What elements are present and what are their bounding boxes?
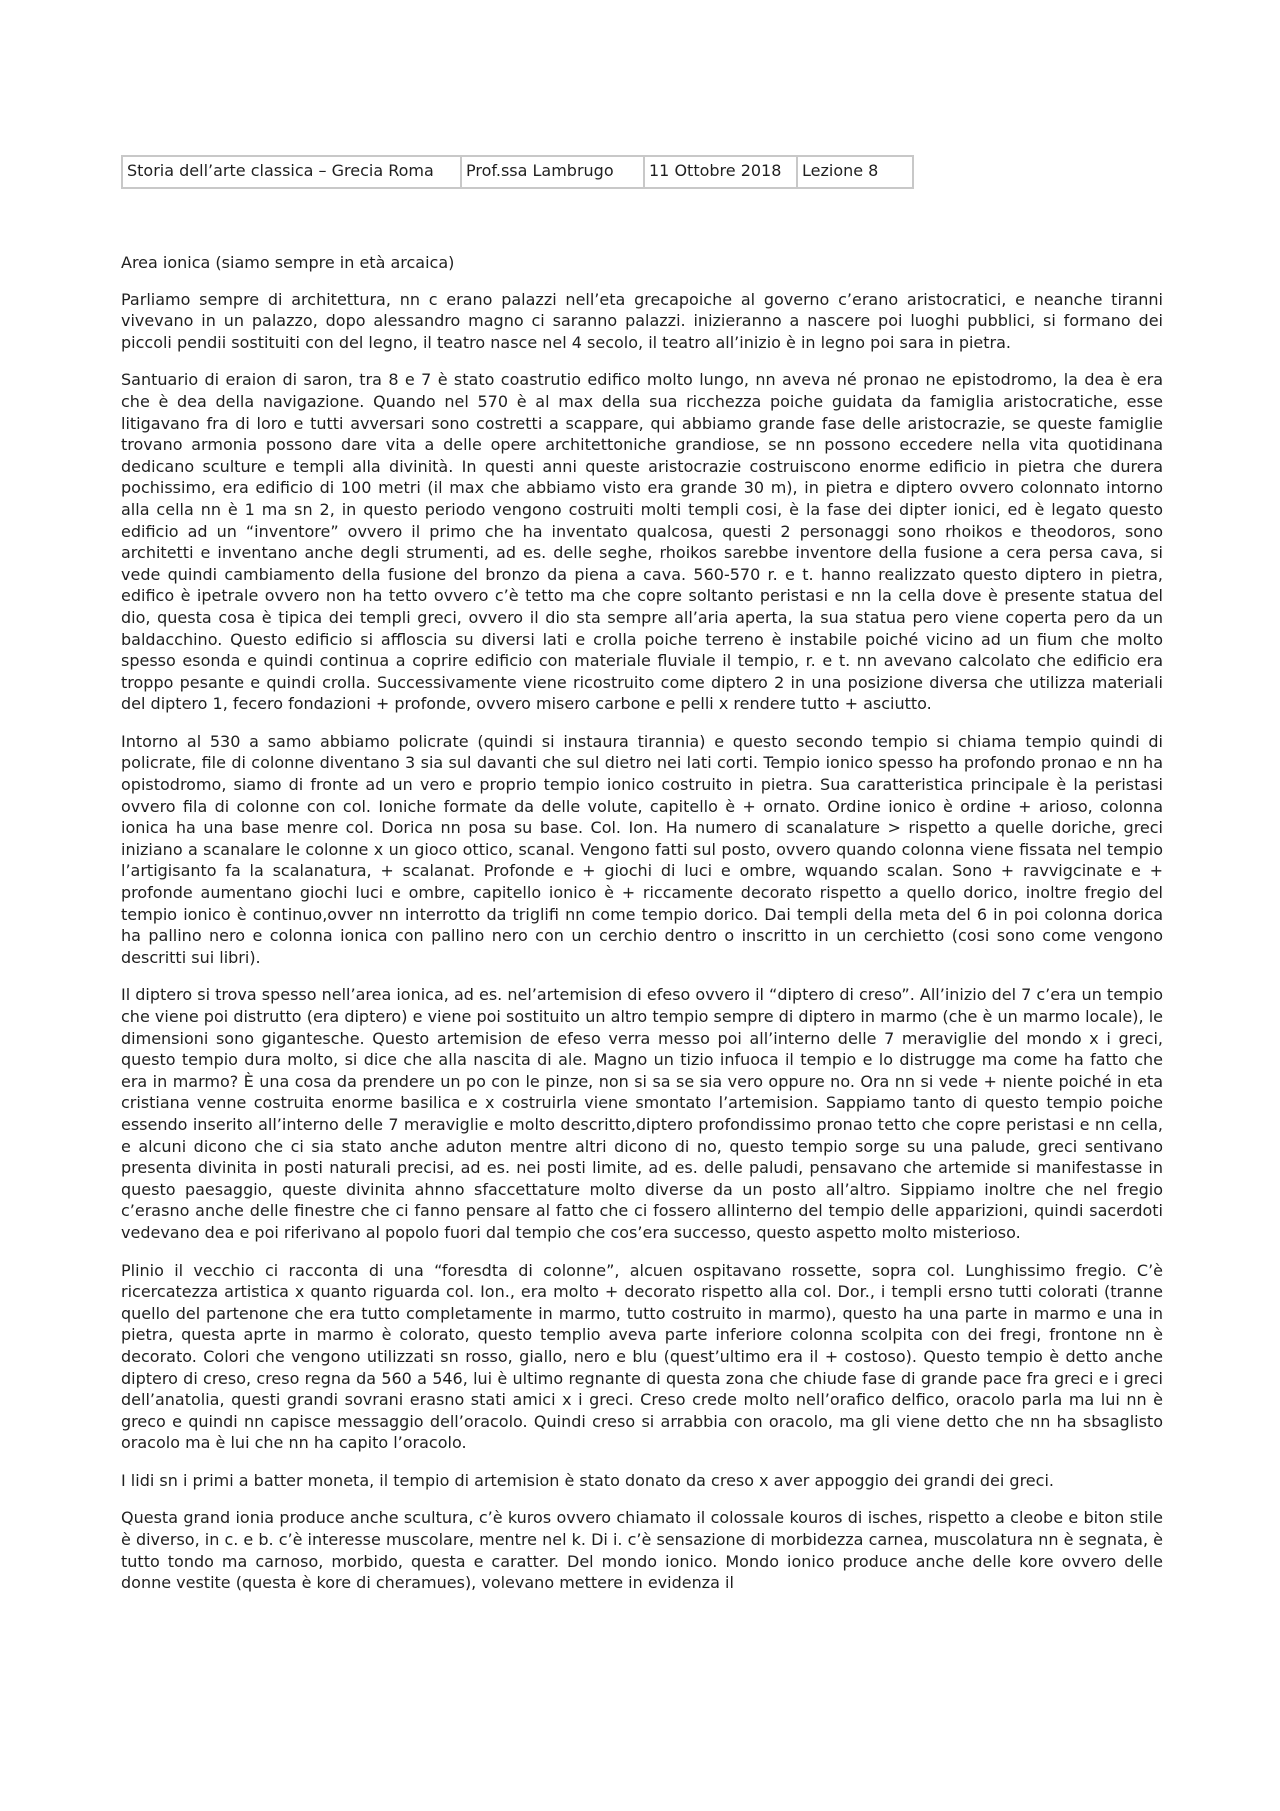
paragraph: Il diptero si trova spesso nell’area ionica, ad es. nel’artemision di efeso ovvero il “diptero di creso”. All’inizio del 7 c’era un tempio che viene poi distrutto (era diptero) e viene poi sostituito un altro tempio sempre di diptero in marmo (che è un marmo locale), le dimensioni sono gigantesche. Questo artemision de efeso verra messo poi all’interno delle 7 meraviglie del mondo x i greci, questo tempio dura molto, si dice che alla nascita di ale. Magno un tizio infuoca il tempio e lo distrugge ma come ha fatto che era in marmo? È una cosa da prendere un po con le pinze, non si sa se sia vero oppure no. Ora nn si vede + niente poiché in eta cristiana venne costruita enorme basilica e x costruirla viene smontato l’artemision. Sappiamo tanto di questo tempio poiche essendo inserito all’interno delle 7 meraviglie e molto descritto,diptero profondissimo pronao tetto che copre peristasi e nn cella, e alcuni dicono che ci sia stato anche aduton mentre altri dicono di no, questo tempio sorge su una palude, greci sentivano presenta divinita in posti naturali precisi, ad es. nei posti limite, ad es. delle paludi, pensavano che artemide si manifestasse in questo paesaggio, queste divinita ahnno sfaccettature molto diverse da un posto all’altro. Sippiamo inoltre che nel fregio c’erasno anche delle finestre che ci fanno pensare al fatto che ci fossero allinterno del tempio delle apparizioni, quindi sacerdoti vedevano dea e poi riferivano al popolo fuori dal tempio che cos’era successo, questo aspetto molto misterioso. [121, 985, 1164, 1242]
paragraph: I lidi sn i primi a batter moneta, il tempio di artemision è stato donato da creso x aver appoggio dei grandi dei greci. [121, 1470, 1054, 1490]
paragraph: Santuario di eraion di saron, tra 8 e 7 è stato coastrutio edifico molto lungo, nn aveva né pronao ne epistodromo, la dea è era che è dea della navigazione. Quando nel 570 è al max della sua ricchezza poiche guidata da famiglia aristocratiche, esse litigavano fra di loro e tutti avversari sono costretti a scappare, qui abbiamo grande fase delle aristocrazie, se queste famiglie trovano armonia possono dare vita a delle opere architettoniche grandiose, se nn possono eccedere nella vita quotidinana dedicano sculture e templi alla divinità. In questi anni queste aristocrazie costruiscono enorme edificio in pietra che durera pochissimo, era edificio di 100 metri (il max che abbiamo visto era grande 30 m), in pietra e diptero ovvero colonnato intorno alla cella nn è 1 ma sn 2, in questo periodo vengono costruiti molti templi cosi, è la fase dei dipter ionici, ed è legato questo edificio ad un “inventore” ovvero il primo che ha inventato qualcosa, questi 2 personaggi sono rhoikos e theodoros, sono architetti e inventano anche degli strumenti, ad es. delle seghe, rhoikos sarebbe inventore della fusione a cera persa cava, si vede quindi cambiamento della fusione del bronzo da piena a cava. 560-570 r. e t. hanno realizzato questo diptero in pietra, edifico è ipetrale ovvero non ha tetto ovvero c’è tetto ma che copre soltanto peristasi e nn la cella dove è presente statua del dio, questa cosa è tipica dei templi greci, ovvero il dio sta sempre all’aria aperta, la sua statua pero viene coperta pero da un baldacchino. Questo edificio si affloscia su diversi lati e crolla poiche terreno è instabile poiché vicino ad un fium che molto spesso esonda e quindi continua a coprire edificio con materiale fluviale il tempio, r. e t. nn avevano calcolato che edificio era troppo pesante e quindi crolla. Successivamente viene ricostruito come diptero 2 in una posizione diversa che utilizza materiali del diptero 1, fecero fondazioni + profonde, ovvero misero carbone e pelli x rendere tutto + asciutto. [121, 370, 1163, 714]
course-cell: Storia dell’arte classica – Grecia Roma [122, 156, 461, 188]
header-table [121, 155, 914, 189]
paragraph: Plinio il vecchio ci racconta di una “foresdta di colonne”, alcuen ospitavano rossette, sopra col. Lunghissimo fregio. C’è ricercatezza artistica x quanto riguarda col. Ion., era molto + decorato rispetto alla col. Dor., i templi ersno tutti colorati (tranne quello del partenone che era tutto completamente in marmo, tutto costruito in marmo), questo ha una parte in marmo e una in pietra, questa aprte in marmo è colorato, questo templio aveva parte inferiore colonna scolpita con dei fregi, frontone nn è decorato. Colori che vengono utilizzati sn rosso, giallo, nero e blu (quest’ultimo era il + costoso). Questo tempio è detto anche diptero di creso, creso regna da 560 a 546, lui è ultimo regnante di questa zona che chiude fase di grande pace fra greci e i greci dell’anatolia, questi grandi sovrani erasno stati amici x i greci. Creso crede molto nell’orafico delfico, oracolo parla ma lui nn è greco e quindi nn capisce messaggio dell’oracolo. Quindi creso si arrabbia con oracolo, ma gli viene detto che nn ha sbsaglisto oracolo ma è lui che nn ha capito l’oracolo. [121, 1260, 1163, 1453]
paragraph: Questa grand ionia produce anche scultura, c’è kuros ovvero chiamato il colossale kouros di isches, rispetto a cleobe e biton stile è diverso, in c. e b. c’è interesse muscolare, mentre nel k. Di i. c’è sensazione di morbidezza carnea, muscolatura nn è segnata, è tutto tondo ma carnoso, morbido, questa e caratter. Del mondo ionico. Mondo ionico produce anche delle kore ovvero delle donne vestite (questa è kore di cheramues), volevano mettere in evidenza il [121, 1508, 1163, 1593]
date-cell: 11 Ottobre 2018 [644, 156, 797, 188]
paragraph: Intorno al 530 a samo abbiamo policrate (quindi si instaura tirannia) e questo secondo tempio si chiama tempio quindi di policrate, file di colonne diventano 3 sia sul davanti che sul dietro nei lati corti. Tempio ionico spesso ha profondo pronao e nn ha opistodromo, siamo di fronte ad un vero e proprio tempio ionico costruito in pietra. Sua caratteristica principale è la peristasi ovvero fila di colonne con col. Ioniche formate da delle volute, capitello è + ornato. Ordine ionico è ordine + arioso, colonna ionica ha una base menre col. Dorica nn posa su base. Col. Ion. Ha numero di scanalature > rispetto a quelle doriche, greci iniziano a scanalare le colonne x un gioco ottico, scanal. Vengono fatti sul posto, ovvero quando colonna viene fissata nel tempio l’artigisanto fa la scalanatura, + scalanat. Profonde e + giochi di luci e ombre, wquando scalan. Sono + ravvigcinate e + profonde aumentano giochi luci e ombre, capitello ionico è + riccamente decorato rispetto a quello dorico, inoltre fregio del tempio ionico è continuo,ovver nn interrotto da triglifi nn come tempio dorico. Dai templi della meta del 6 in poi colonna dorica ha pallino nero e colonna ionica con pallino nero con un cerchio dentro o inscritto in un cerchietto (cosi sono come vengono descritti sui libri). [121, 731, 1163, 967]
paragraph: Parliamo sempre di architettura, nn c erano palazzi nell’eta grecapoiche al governo c’erano aristocratici, e neanche tiranni vivevano in un palazzo, dopo alessandro magno ci saranno palazzi. inizieranno a nascere poi luoghi pubblici, si formano dei piccoli pendii sostituiti con del legno, il teatro nasce nel 4 secolo, il teatro all’inizio è in legno poi sara in pietra. [121, 289, 1163, 352]
header-row [122, 156, 913, 188]
document-body [121, 252, 1163, 1610]
professor-cell: Prof.ssa Lambrugo [461, 156, 644, 188]
section-title: Area ionica (siamo sempre in età arcaica) [121, 253, 455, 272]
lesson-cell: Lezione 8 [797, 156, 913, 188]
